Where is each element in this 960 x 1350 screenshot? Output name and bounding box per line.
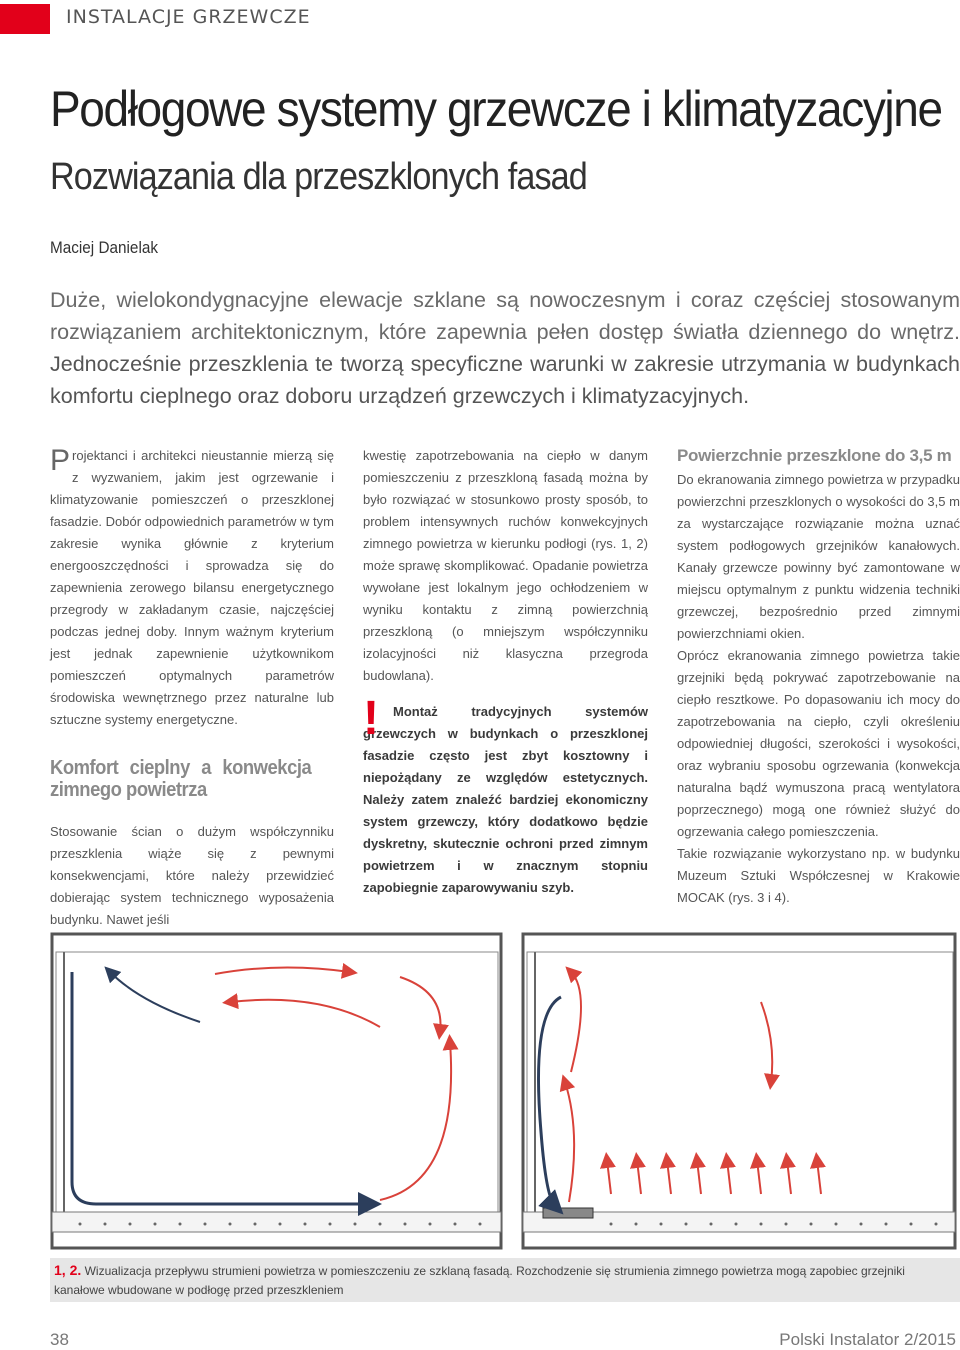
column-3 — [677, 445, 960, 909]
section-heading-komfort: Komfort cieplny a konwekcja zimnego powietrza — [50, 757, 312, 801]
col3-paragraph-3: Takie rozwiązanie wykorzystano np. w budynku Muzeum Sztuki Współczesnej w Krakowie MOCAK (rys. 3 i 4). — [677, 846, 960, 905]
callout-text — [363, 704, 648, 895]
caption-text: Wizualizacja przepływu strumieni powietrza w pomieszczeniu ze szklaną fasadą. Rozchodzenie się strumienia zimnego powietrza mogą zapobiec grzejniki kanałowe wbudowane w podłogę przed przeszkleniem — [54, 1264, 905, 1297]
callout-rest: Należy zatem znaleźć bardziej ekonomiczny system grzewczy, który dodatkowo będzie dyskretny, skutecznie ochroni przed zimnym powietrzem i w znacznym stopniu zapobiegnie zaparowywaniu szyb. — [363, 792, 648, 895]
col1-paragraph-1 — [50, 445, 334, 731]
section-label: INSTALACJE GRZEWCZE — [66, 6, 311, 28]
lead-paragraph — [50, 284, 960, 412]
figure-2 — [521, 932, 957, 1250]
page-number: 38 — [50, 1330, 69, 1349]
section-heading-powierzchnie: Powierzchnie przeszklone do 3,5 m — [677, 446, 952, 465]
lead-rest: Jednocześnie przeszklenia te tworzą specyficzne warunki w zakresie utrzymania w budynkach komfortu cieplnego oraz doboru urządzeń grzewczych i klimatyzacyjnych. — [50, 352, 960, 408]
article-subtitle: Rozwiązania dla przeszklonych fasad — [50, 156, 587, 198]
column-2 — [363, 445, 648, 899]
col2-paragraph-1: kwestię zapotrzebowania na ciepło w danym pomieszczeniu z przeszkloną fasadą można by było rozwiązać w stosunkowo prosty sposób, to problem intensywnych ruchów konwekcyjnych zimnego powietrza w kierunku podłogi (rys. 1, 2) może sprawę skomplikować. Opadanie powietrza wywołane jest lokalnym jego ochłodzeniem w wyniku kontaktu z zimną powierzchnią przeszkloną (o mniejszym współczynniku izolacyjności niż klasyczna przegroda budowlana). — [363, 448, 648, 683]
callout-box — [363, 692, 648, 899]
figure-caption — [50, 1258, 960, 1302]
callout-start: Montaż tradycyjnych systemów grzewczych w budynkach o przeszklonej fasadzie często jest zbyt kosztowny i niepożądany ze względów estetycznych. — [363, 704, 648, 785]
author: Maciej Danielak — [50, 238, 158, 257]
col1-paragraph-2: Stosowanie ścian o dużym współczynniku przeszklenia wiąże się z pewnymi konsekwencjami, które należy przewidzieć dobierając system technicznego wyposażenia budynku. Nawet jeśli — [50, 824, 334, 927]
floor-heater-icon — [543, 1208, 593, 1218]
col3-paragraph-2: Oprócz ekranowania zimnego powietrza takie grzejniki będą pokrywać zapotrzebowanie na ciepło resztkowe. Po dopasowaniu ich mocy do zapotrzebowania na ciepło, czyli określeniu odpowiedniej długości, szerokości i wysokości, oraz wybraniu sposobu ogrzewania (konwekcja naturalna bądź wymuszona pracą wentylatora poprzecznego) mogą one również służyć do ogrzewania całego pomieszczenia. — [677, 648, 960, 839]
drop-cap: P — [50, 444, 71, 477]
exclamation-icon: ! — [363, 692, 379, 745]
magazine-name: Polski Instalator 2/2015 — [779, 1330, 956, 1349]
figure-1 — [50, 932, 503, 1250]
article-title: Podłogowe systemy grzewcze i klimatyzacyjne — [50, 81, 942, 137]
caption-number: 1, 2. — [54, 1262, 82, 1278]
col1-text-1: rojektanci i architekci nieustannie mierzą się z wyzwaniem, jakim jest ogrzewanie i klimatyzowanie pomieszczeń o przeszklonej fasadzie. Dobór odpowiednich parametrów w tym zakresie wynika głównie z kryterium energooszczędności i sprowadza się do zapewnienia zerowego bilansu energetycznego przegrody w zakładanym czasie, najczęściej podczas jednej doby. Innym ważnym kryterium jest jednak zapewnienie użytkownikom pomieszczeń optymalnych parametrów środowiska wewnętrznego przez naturalne lub sztuczne systemy energetyczne. — [50, 448, 334, 727]
lead-first: Duże, wielokondygnacyjne elewacje szklane są nowoczesnym i coraz częściej stosowanym rozwiązaniem architektonicznym, które zapewnia pełen dostęp światła dziennego do wnętrz. — [50, 288, 960, 344]
section-marker — [0, 4, 50, 34]
column-1 — [50, 445, 334, 931]
convection-diagram-without-heater-icon — [50, 932, 503, 1250]
convection-diagram-with-floor-heater-icon — [521, 932, 957, 1250]
col3-paragraph-1: Do ekranowania zimnego powietrza w przypadku powierzchni przeszklonych o wysokości do 3,5 m za wystarczające rozwiązanie można uznać system podłogowych grzejników kanałowych. Kanały grzewcze powinny być zamontowane w miejscu optymalnym z punktu widzenia techniki grzewczej, bezpośrednio przed zimnymi powierzchniami okien. — [677, 472, 960, 641]
